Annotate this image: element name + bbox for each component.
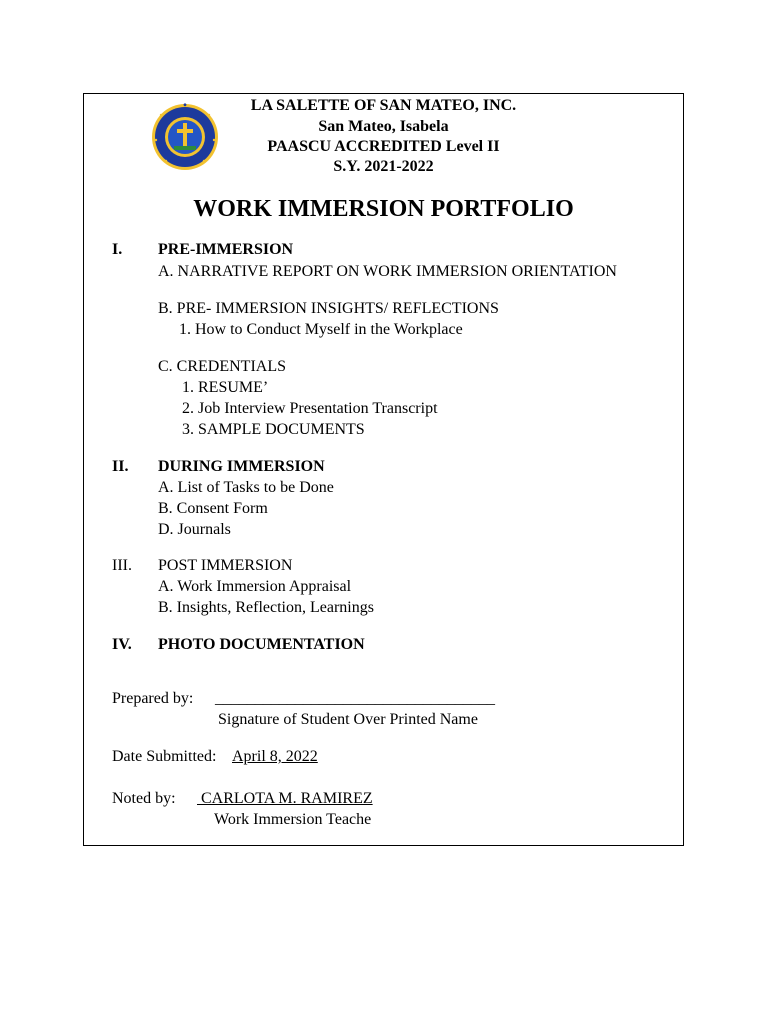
list-item: B. Consent Form (158, 500, 268, 517)
section-number: I. (112, 241, 123, 258)
date-submitted-value: April 8, 2022 (232, 748, 318, 765)
sub-list-item: 3. SAMPLE DOCUMENTS (182, 421, 365, 438)
list-item: C. CREDENTIALS (158, 358, 286, 375)
section-title: POST IMMERSION (158, 557, 293, 574)
list-item: A. List of Tasks to be Done (158, 479, 334, 496)
list-item: B. PRE- IMMERSION INSIGHTS/ REFLECTIONS (158, 300, 499, 317)
section-title: PRE-IMMERSION (158, 241, 294, 258)
noted-by-role: Work Immersion Teache (214, 811, 372, 828)
page-title: WORK IMMERSION PORTFOLIO (193, 196, 574, 222)
section-number: III. (112, 557, 132, 574)
section-title: PHOTO DOCUMENTATION (158, 636, 365, 653)
accreditation: PAASCU ACCREDITED Level II (267, 138, 500, 155)
date-submitted-label: Date Submitted: (112, 748, 217, 765)
prepared-by-label: Prepared by: (112, 690, 194, 707)
portfolio-cover-page (83, 93, 684, 846)
school-year: S.Y. 2021-2022 (333, 158, 434, 175)
sub-list-item: 1. RESUME’ (182, 379, 269, 396)
list-item: B. Insights, Reflection, Learnings (158, 599, 374, 616)
list-item: A. Work Immersion Appraisal (158, 578, 352, 595)
noted-by-label: Noted by: (112, 790, 176, 807)
school-location: San Mateo, Isabela (318, 118, 449, 135)
school-name: LA SALETTE OF SAN MATEO, INC. (250, 97, 517, 114)
noted-by-name: CARLOTA M. RAMIREZ (197, 790, 373, 807)
sub-list-item: 1. How to Conduct Myself in the Workplace (179, 321, 463, 338)
section-number: IV. (112, 636, 132, 653)
list-item: D. Journals (158, 521, 231, 538)
signature-line: ___________________________________ (215, 690, 495, 707)
signature-caption: Signature of Student Over Printed Name (218, 711, 478, 728)
section-title: DURING IMMERSION (158, 458, 325, 475)
sub-list-item: 2. Job Interview Presentation Transcript (182, 400, 438, 417)
section-number: II. (112, 458, 129, 475)
list-item: A. NARRATIVE REPORT ON WORK IMMERSION ORIENTATION (158, 263, 617, 280)
